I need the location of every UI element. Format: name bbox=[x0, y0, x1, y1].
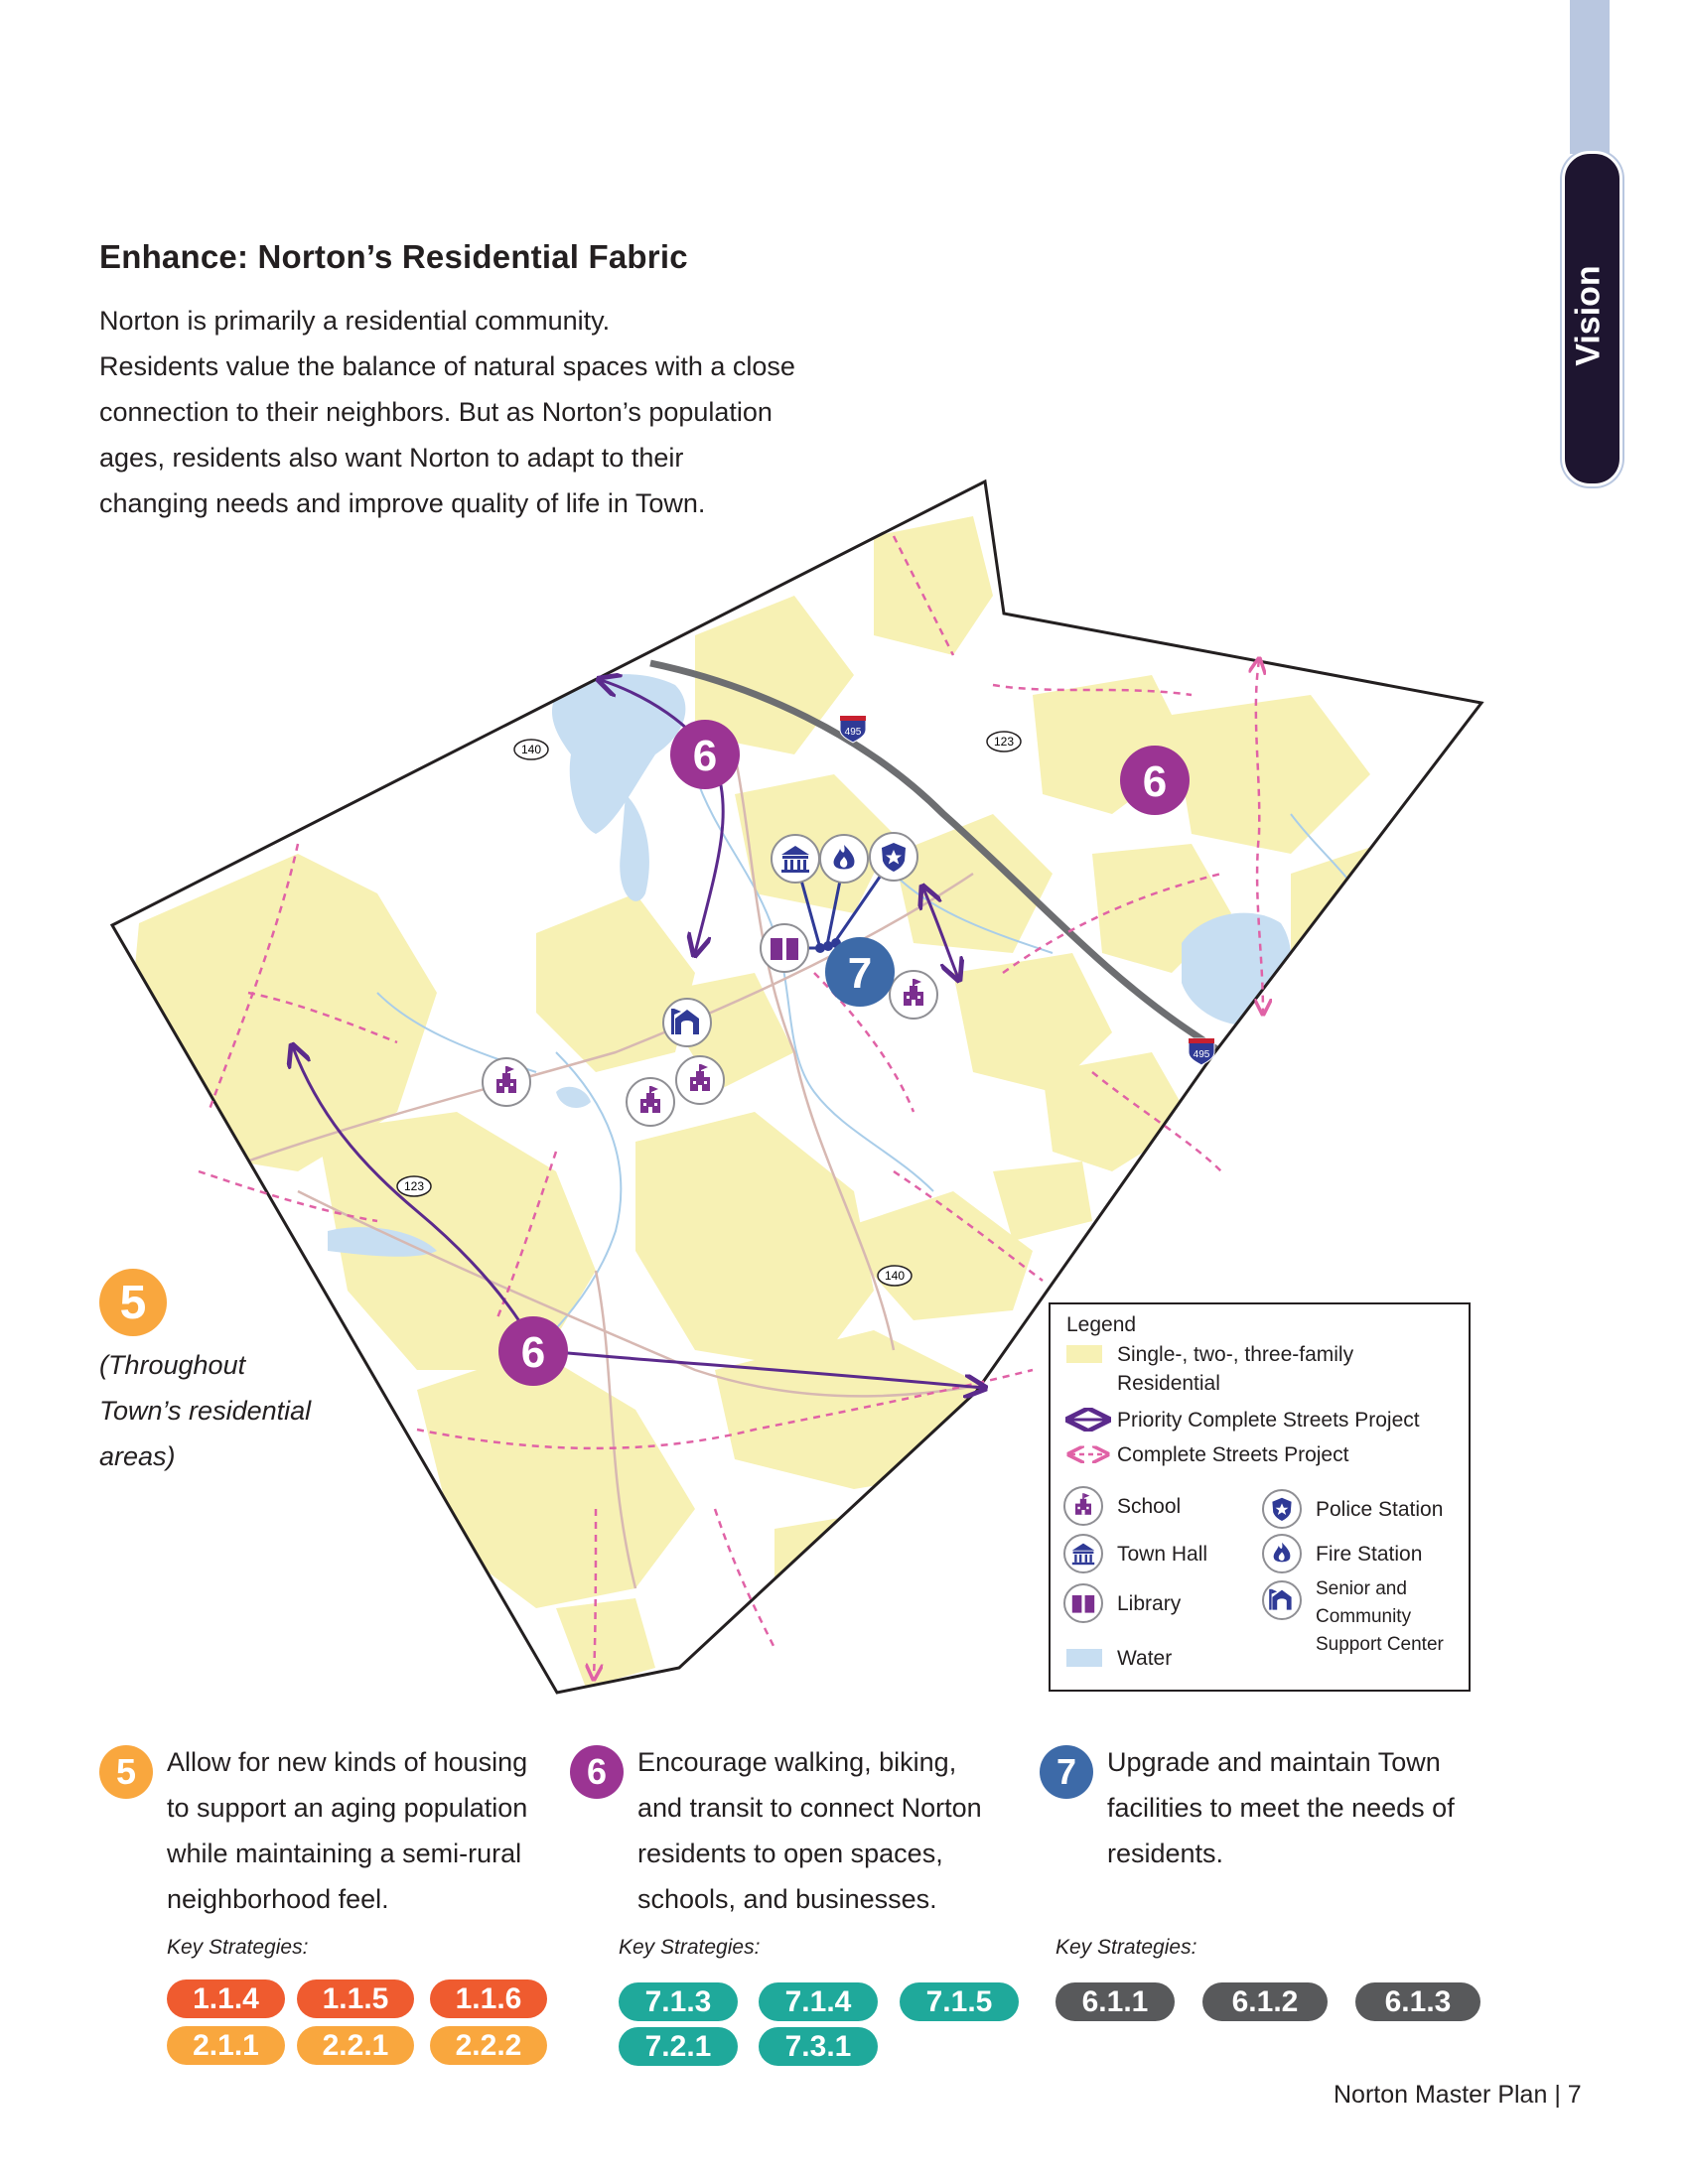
callout-line: areas) bbox=[99, 1441, 176, 1471]
legend-complete: Complete Streets Project bbox=[1117, 1443, 1349, 1466]
legend-town-hall: Town Hall bbox=[1117, 1543, 1208, 1566]
legend-fire: Fire Station bbox=[1316, 1543, 1423, 1566]
goal-line: schools, and businesses. bbox=[637, 1884, 937, 1914]
goal-line: to support an aging population bbox=[167, 1793, 528, 1823]
goal-7-badge[interactable]: 7 bbox=[1040, 1745, 1093, 1799]
callout-5 bbox=[99, 1269, 377, 1479]
key-strategies-label: Key Strategies: bbox=[619, 1936, 761, 1959]
intro-line: Residents value the balance of natural spaces with a close bbox=[99, 351, 795, 381]
strategy-pill[interactable]: 1.1.5 bbox=[297, 1979, 414, 2018]
senior-center-icon[interactable] bbox=[663, 999, 711, 1046]
strategy-pill[interactable]: 7.1.5 bbox=[900, 1982, 1019, 2021]
goal-line: neighborhood feel. bbox=[167, 1884, 389, 1914]
page-title: Enhance: Norton’s Residential Fabric bbox=[99, 238, 688, 275]
school-icon[interactable] bbox=[483, 1058, 530, 1106]
legend-residential-line: Single-, two-, three-family bbox=[1117, 1343, 1354, 1366]
callout-line: (Throughout bbox=[99, 1350, 246, 1380]
goal-line: Allow for new kinds of housing bbox=[167, 1747, 528, 1777]
callout-5-text bbox=[99, 1342, 377, 1479]
strategy-pill[interactable]: 2.1.1 bbox=[167, 2026, 285, 2065]
strategy-pill[interactable]: 2.2.2 bbox=[430, 2026, 547, 2065]
svg-text:6: 6 bbox=[520, 1328, 546, 1377]
police-station-icon[interactable] bbox=[870, 833, 917, 881]
route-140-shield bbox=[878, 1266, 912, 1286]
legend-senior-line: Senior and bbox=[1316, 1578, 1407, 1599]
legend-water: Water bbox=[1117, 1647, 1173, 1670]
library-icon bbox=[1064, 1584, 1102, 1622]
svg-text:6: 6 bbox=[1142, 757, 1168, 806]
strategy-pill[interactable]: 7.2.1 bbox=[619, 2027, 738, 2066]
school-icon[interactable] bbox=[676, 1056, 724, 1104]
map-legend bbox=[1050, 1303, 1470, 1691]
legend-residential-line: Residential bbox=[1117, 1372, 1220, 1395]
strategy-pill[interactable]: 6.1.3 bbox=[1355, 1982, 1480, 2021]
goal-7-marker[interactable] bbox=[825, 937, 895, 1007]
legend-school: School bbox=[1117, 1495, 1182, 1518]
goal-5-badge[interactable]: 5 bbox=[99, 1269, 167, 1336]
town-hall-icon[interactable] bbox=[772, 835, 819, 883]
police-station-icon bbox=[1263, 1490, 1301, 1528]
svg-text:140: 140 bbox=[884, 1269, 906, 1283]
intro-line: Norton is primarily a residential community. bbox=[99, 306, 611, 336]
strategy-pill[interactable]: 1.1.6 bbox=[430, 1979, 547, 2018]
strategy-pill[interactable]: 2.2.1 bbox=[297, 2026, 414, 2065]
route-140-shield bbox=[514, 740, 548, 759]
town-hall-icon bbox=[1064, 1535, 1102, 1572]
goal-line: facilities to meet the needs of bbox=[1107, 1793, 1455, 1823]
goal-6-marker[interactable] bbox=[670, 720, 740, 789]
svg-text:123: 123 bbox=[993, 735, 1015, 749]
goal-6-text bbox=[637, 1739, 1035, 1922]
residential-swatch bbox=[1066, 1345, 1102, 1363]
goal-5-badge[interactable]: 5 bbox=[99, 1745, 153, 1799]
route-123-shield bbox=[397, 1176, 431, 1196]
svg-text:495: 495 bbox=[844, 727, 862, 738]
goal-5-text bbox=[167, 1739, 564, 1922]
goal-6-marker[interactable] bbox=[498, 1316, 568, 1386]
water-swatch bbox=[1066, 1649, 1102, 1667]
key-strategies-label: Key Strategies: bbox=[167, 1936, 309, 1959]
strategy-pill[interactable]: 7.1.3 bbox=[619, 1982, 738, 2021]
fire-station-icon bbox=[1263, 1535, 1301, 1572]
goal-line: and transit to connect Norton bbox=[637, 1793, 982, 1823]
intro-line: connection to their neighbors. But as Norton’s population bbox=[99, 397, 773, 427]
legend-senior-line: Community bbox=[1316, 1606, 1412, 1627]
goal-line: residents to open spaces, bbox=[637, 1839, 943, 1868]
svg-text:7: 7 bbox=[847, 949, 873, 998]
legend-title: Legend bbox=[1066, 1313, 1137, 1336]
strategy-pill[interactable]: 7.3.1 bbox=[759, 2027, 878, 2066]
intro-line: ages, residents also want Norton to adapt to their bbox=[99, 443, 684, 473]
route-123-shield bbox=[987, 732, 1021, 751]
school-icon[interactable] bbox=[890, 971, 937, 1019]
goal-line: Upgrade and maintain Town bbox=[1107, 1747, 1441, 1777]
goal-line: residents. bbox=[1107, 1839, 1224, 1868]
goal-7-text bbox=[1107, 1739, 1504, 1876]
strategy-pill[interactable]: 1.1.4 bbox=[167, 1979, 285, 2018]
strategy-pill[interactable]: 6.1.2 bbox=[1202, 1982, 1328, 2021]
goal-6-badge[interactable]: 6 bbox=[570, 1745, 624, 1799]
legend-library: Library bbox=[1117, 1592, 1182, 1615]
goal-6-marker[interactable] bbox=[1120, 746, 1190, 815]
senior-center-icon bbox=[1263, 1581, 1301, 1619]
school-icon bbox=[1064, 1487, 1102, 1525]
svg-text:140: 140 bbox=[520, 743, 542, 756]
svg-text:495: 495 bbox=[1193, 1049, 1210, 1060]
legend-senior-line: Support Center bbox=[1316, 1634, 1444, 1655]
section-tab-label: Vision bbox=[1569, 265, 1608, 366]
goal-line: while maintaining a semi-rural bbox=[167, 1839, 522, 1868]
svg-text:123: 123 bbox=[403, 1179, 425, 1193]
legend-priority: Priority Complete Streets Project bbox=[1117, 1409, 1420, 1432]
fire-station-icon[interactable] bbox=[820, 835, 868, 883]
callout-line: Town’s residential bbox=[99, 1396, 312, 1426]
intro-line: changing needs and improve quality of life in Town. bbox=[99, 488, 706, 518]
school-icon[interactable] bbox=[627, 1078, 674, 1126]
svg-text:6: 6 bbox=[692, 732, 718, 780]
key-strategies-label: Key Strategies: bbox=[1055, 1936, 1197, 1959]
library-icon[interactable] bbox=[761, 924, 808, 972]
goal-line: Encourage walking, biking, bbox=[637, 1747, 957, 1777]
strategy-pill[interactable]: 6.1.1 bbox=[1055, 1982, 1175, 2021]
page-footer: Norton Master Plan | 7 bbox=[1334, 2081, 1582, 2109]
strategy-pill[interactable]: 7.1.4 bbox=[759, 1982, 878, 2021]
legend-police: Police Station bbox=[1316, 1498, 1444, 1521]
